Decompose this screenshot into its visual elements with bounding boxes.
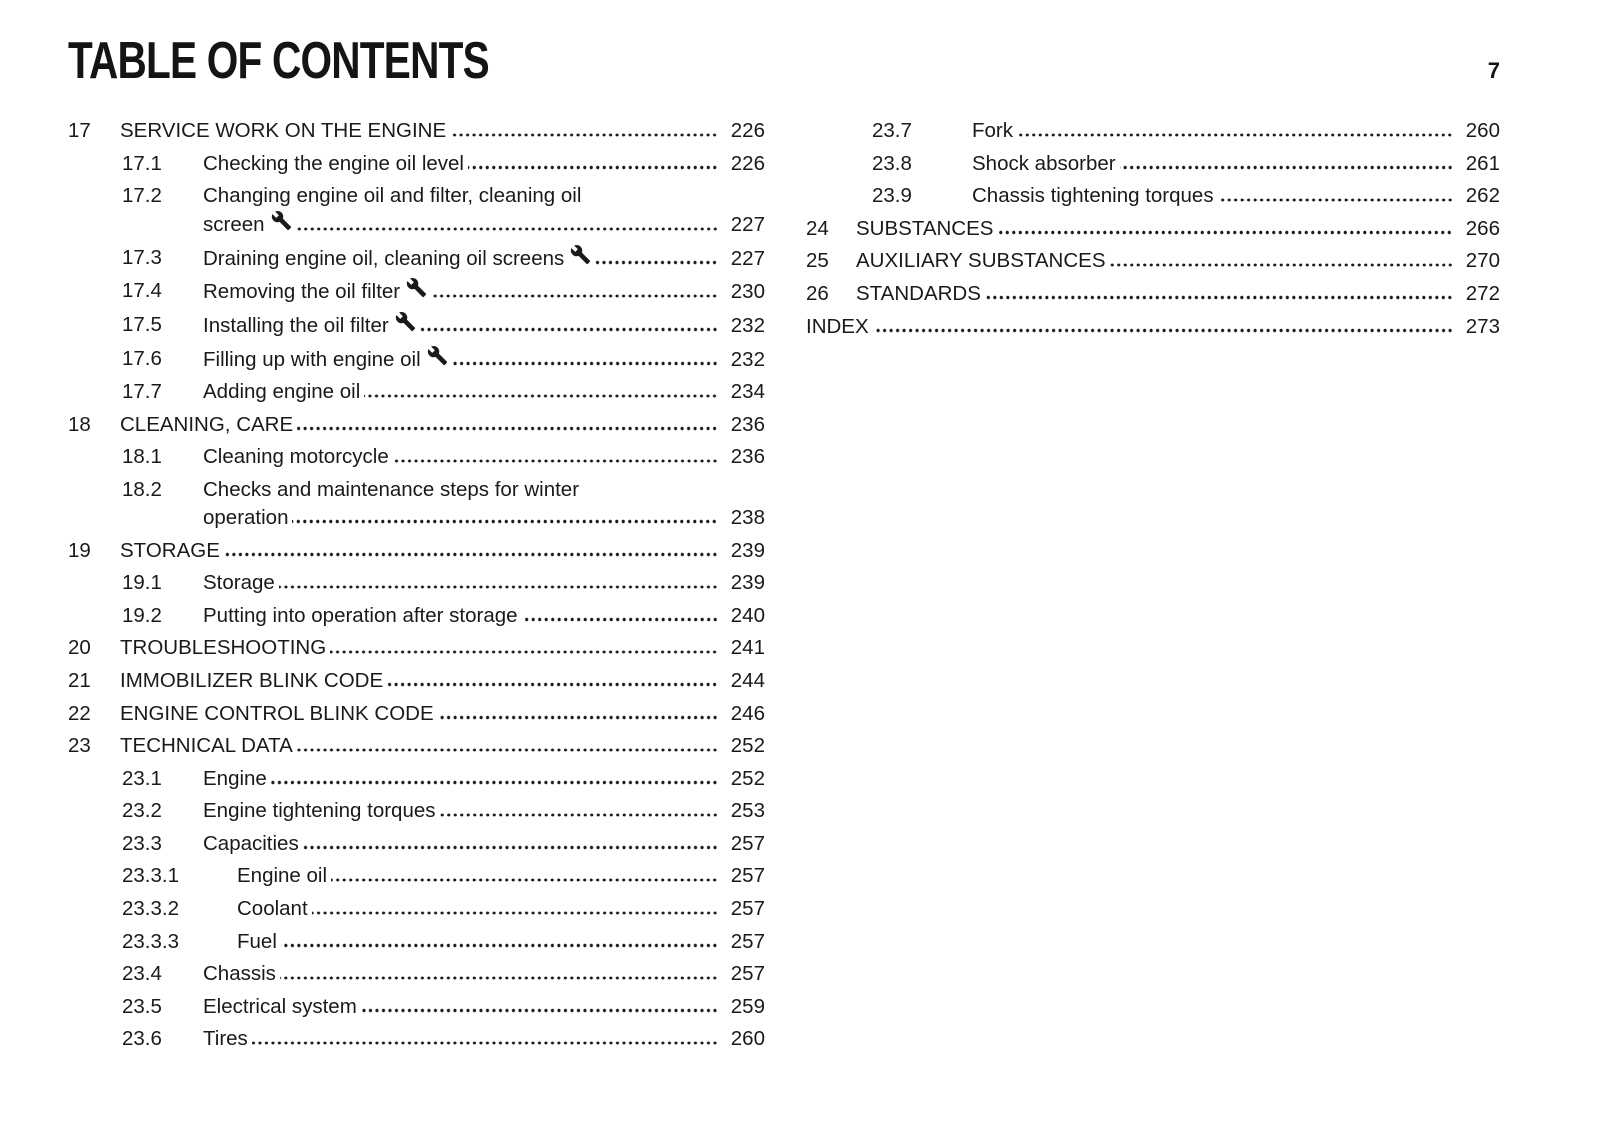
toc-entry-line <box>203 345 765 374</box>
toc-columns <box>68 117 1500 1058</box>
toc-entry-line <box>972 150 1500 178</box>
toc-entry-body <box>120 667 765 695</box>
toc-entry-body <box>203 569 765 597</box>
toc-entry-number: 19.1 <box>122 571 162 595</box>
toc-entry-page: 240 <box>730 603 765 627</box>
toc-entry-page: 226 <box>730 151 765 175</box>
toc-entry-number: 23.5 <box>122 994 162 1018</box>
dot-leader <box>873 328 1453 333</box>
toc-entry <box>68 569 765 597</box>
toc-entry-number: 17.2 <box>122 184 162 208</box>
toc-entry-title: STORAGE <box>120 538 220 562</box>
toc-entry-page: 270 <box>1465 249 1500 273</box>
toc-entry <box>68 117 765 145</box>
dot-leader <box>431 294 718 299</box>
toc-entry-page: 227 <box>730 213 765 237</box>
toc-entry-number: 18.1 <box>122 445 162 469</box>
dot-leader <box>1218 198 1453 203</box>
toc-entry-number: 18 <box>68 412 91 436</box>
toc-entry-body <box>972 182 1500 210</box>
toc-entry-title: Coolant <box>237 897 308 921</box>
toc-entry-body <box>203 1025 765 1053</box>
toc-entry-body <box>237 862 765 890</box>
toc-column-left <box>68 117 765 1058</box>
toc-entry-body <box>203 443 765 471</box>
toc-entry <box>806 280 1500 308</box>
toc-entry <box>68 182 765 239</box>
toc-entry-line <box>237 928 765 956</box>
toc-entry-body <box>972 117 1500 145</box>
dot-leader <box>364 394 718 399</box>
toc-entry-line <box>203 443 765 471</box>
toc-entry <box>68 378 765 406</box>
dot-leader <box>297 748 718 753</box>
toc-entry <box>68 993 765 1021</box>
toc-entry-body <box>203 244 765 273</box>
toc-entry-title: Chassis <box>203 962 276 986</box>
toc-entry-line <box>203 150 765 178</box>
toc-entry <box>68 476 765 532</box>
dot-leader <box>296 227 718 232</box>
toc-entry-title: Removing the oil filter <box>203 280 401 304</box>
toc-entry-body <box>203 150 765 178</box>
dot-leader <box>303 845 718 850</box>
dot-leader <box>1110 263 1453 268</box>
toc-entry-title: Capacities <box>203 831 299 855</box>
toc-entry-body <box>237 928 765 956</box>
toc-entry-title: Engine <box>203 766 267 790</box>
toc-entry-title: Electrical system <box>203 994 357 1018</box>
dot-leader <box>420 327 718 332</box>
toc-entry <box>68 667 765 695</box>
toc-entry-body <box>203 765 765 793</box>
dot-leader <box>330 650 718 655</box>
toc-entry-line <box>120 700 765 728</box>
toc-entry <box>68 443 765 471</box>
toc-entry-page: 273 <box>1465 314 1500 338</box>
toc-entry <box>68 862 765 890</box>
toc-entry-line <box>120 634 765 662</box>
toc-entry-title: Draining engine oil, cleaning oil screens <box>203 246 565 270</box>
toc-entry-number: 23.1 <box>122 766 162 790</box>
wrench-icon <box>427 345 448 366</box>
toc-entry-number: 25 <box>806 249 829 273</box>
toc-entry-body <box>120 732 765 760</box>
dot-leader <box>393 459 718 464</box>
dot-leader <box>224 552 718 557</box>
toc-entry-body <box>237 895 765 923</box>
toc-entry <box>68 345 765 374</box>
toc-entry-line <box>203 311 765 340</box>
toc-entry-page: 257 <box>730 962 765 986</box>
toc-entry-number: 23.2 <box>122 799 162 823</box>
toc-entry-page: 239 <box>730 571 765 595</box>
toc-entry-line <box>856 280 1500 308</box>
toc-entry-title: TROUBLESHOOTING <box>120 636 327 660</box>
toc-entry-title: screen <box>203 213 265 237</box>
toc-entry <box>68 895 765 923</box>
toc-entry-title: Shock absorber <box>972 151 1116 175</box>
dot-leader <box>387 682 718 687</box>
toc-entry <box>68 277 765 306</box>
toc-entry-page: 266 <box>1465 216 1500 240</box>
dot-leader <box>297 426 718 431</box>
toc-entry-number: 23.4 <box>122 962 162 986</box>
toc-entry-body <box>972 150 1500 178</box>
toc-entry-line <box>203 830 765 858</box>
toc-entry-body <box>856 215 1500 243</box>
toc-entry-page: 236 <box>730 445 765 469</box>
toc-entry-title: Storage <box>203 571 275 595</box>
page-number: 7 <box>1487 58 1500 83</box>
toc-entry-title: TECHNICAL DATA <box>120 734 293 758</box>
toc-entry-body <box>120 700 765 728</box>
dot-leader <box>1120 165 1453 170</box>
toc-entry-title: CLEANING, CARE <box>120 412 294 436</box>
toc-entry-number: 23.3.2 <box>122 897 179 921</box>
toc-entry-page: 253 <box>730 799 765 823</box>
toc-entry-body <box>203 602 765 630</box>
dot-leader <box>252 1041 718 1046</box>
toc-entry <box>806 313 1500 341</box>
toc-entry-body <box>120 537 765 565</box>
toc-entry-page: 252 <box>730 734 765 758</box>
toc-entry-line <box>203 244 765 273</box>
toc-entry-page: 246 <box>730 701 765 725</box>
toc-entry-number: 21 <box>68 668 91 692</box>
toc-entry-number: 23.9 <box>872 184 912 208</box>
toc-entry-line <box>856 215 1500 243</box>
toc-entry-line <box>237 895 765 923</box>
toc-entry-line <box>203 504 765 532</box>
toc-entry-page: 257 <box>730 897 765 921</box>
toc-entry <box>806 150 1500 178</box>
toc-entry-body <box>203 378 765 406</box>
toc-entry <box>68 602 765 630</box>
toc-entry-page: 257 <box>730 864 765 888</box>
toc-entry-page: 244 <box>730 668 765 692</box>
toc-entry-page: 257 <box>730 831 765 855</box>
dot-leader <box>985 295 1453 300</box>
toc-entry-title: INDEX <box>806 314 869 338</box>
toc-entry-page: 262 <box>1465 184 1500 208</box>
toc-entry-page: 230 <box>730 280 765 304</box>
wrench-icon <box>570 244 591 265</box>
toc-entry-title: Cleaning motorcycle <box>203 445 389 469</box>
toc-entry-number: 17.5 <box>122 312 162 336</box>
toc-entry-line <box>972 117 1500 145</box>
toc-entry-line <box>203 602 765 630</box>
toc-entry-line <box>203 210 765 239</box>
toc-entry <box>68 928 765 956</box>
dot-leader <box>450 133 718 138</box>
toc-entry-title: Tires <box>203 1027 248 1051</box>
dot-leader <box>312 911 718 916</box>
toc-entry-page: 261 <box>1465 151 1500 175</box>
toc-entry-number: 23.6 <box>122 1027 162 1051</box>
toc-entry-number: 17 <box>68 119 91 142</box>
toc-entry-page: 260 <box>730 1027 765 1051</box>
toc-entry-title: SUBSTANCES <box>856 216 994 240</box>
dot-leader <box>361 1008 718 1013</box>
toc-entry <box>806 182 1500 210</box>
toc-entry-number: 22 <box>68 701 91 725</box>
dot-leader <box>440 813 718 818</box>
dot-leader <box>595 260 718 265</box>
toc-entry-body <box>203 993 765 1021</box>
toc-entry <box>68 311 765 340</box>
toc-entry-page: 241 <box>730 636 765 660</box>
toc-entry-body <box>856 280 1500 308</box>
toc-entry-body <box>856 247 1500 275</box>
dot-leader <box>271 780 718 785</box>
toc-entry-number: 19 <box>68 538 91 562</box>
toc-entry-number: 23.3 <box>122 831 162 855</box>
dot-leader <box>997 230 1453 235</box>
toc-entry-page: 239 <box>730 538 765 562</box>
toc-entry <box>68 960 765 988</box>
toc-entry-number: 24 <box>806 216 829 240</box>
toc-entry-number: 23.7 <box>872 119 912 142</box>
toc-entry-body <box>806 313 1500 341</box>
toc-entry-number: 23.8 <box>872 151 912 175</box>
toc-entry-line <box>237 862 765 890</box>
toc-entry-body <box>203 345 765 374</box>
toc-entry-title: IMMOBILIZER BLINK CODE <box>120 668 384 692</box>
toc-entry-number: 17.7 <box>122 380 162 404</box>
dot-leader <box>280 976 718 981</box>
dot-leader <box>292 519 718 524</box>
toc-entry-line <box>203 476 765 504</box>
toc-entry-number: 17.1 <box>122 151 162 175</box>
toc-entry-number: 26 <box>806 281 829 305</box>
toc-entry-line <box>203 993 765 1021</box>
wrench-icon <box>271 210 292 231</box>
toc-entry <box>806 117 1500 145</box>
toc-entry-line <box>120 411 765 439</box>
dot-leader <box>468 165 718 170</box>
toc-entry <box>68 150 765 178</box>
toc-entry-number: 23.3.1 <box>122 864 179 888</box>
toc-entry-line <box>203 765 765 793</box>
toc-entry-title: Filling up with engine oil <box>203 347 421 371</box>
toc-entry-title: Checks and maintenance steps for winter <box>203 477 580 501</box>
toc-entry <box>68 765 765 793</box>
toc-entry-title: Changing engine oil and filter, cleaning oil <box>203 184 582 208</box>
toc-entry-page: 257 <box>730 929 765 953</box>
toc-entry-body <box>203 797 765 825</box>
page-title: TABLE OF CONTENTS <box>68 32 489 90</box>
dot-leader <box>452 361 718 366</box>
toc-entry <box>68 634 765 662</box>
toc-entry-title: ENGINE CONTROL BLINK CODE <box>120 701 434 725</box>
toc-entry-title: operation <box>203 505 289 529</box>
toc-entry-page: 260 <box>1465 119 1500 142</box>
toc-entry-number: 18.2 <box>122 477 162 501</box>
toc-entry <box>68 244 765 273</box>
toc-entry-page: 236 <box>730 412 765 436</box>
toc-entry-page: 234 <box>730 380 765 404</box>
toc-entry-line <box>120 732 765 760</box>
toc-entry-body <box>203 960 765 988</box>
toc-entry-number: 23.3.3 <box>122 929 179 953</box>
toc-entry <box>68 700 765 728</box>
toc-entry-line <box>120 537 765 565</box>
toc-entry-number: 19.2 <box>122 603 162 627</box>
toc-entry-title: Chassis tightening torques <box>972 184 1214 208</box>
toc-entry-line <box>120 117 765 145</box>
dot-leader <box>331 878 718 883</box>
dot-leader <box>522 617 718 622</box>
toc-entry-body <box>120 117 765 145</box>
toc-entry-number: 17.6 <box>122 346 162 370</box>
toc-entry-title: Engine oil <box>237 864 328 888</box>
toc-entry-line <box>203 569 765 597</box>
dot-leader <box>281 943 718 948</box>
toc-entry <box>68 732 765 760</box>
toc-entry-body <box>120 634 765 662</box>
toc-entry-page: 232 <box>730 347 765 371</box>
toc-entry-title: SERVICE WORK ON THE ENGINE <box>120 119 447 142</box>
toc-entry <box>68 830 765 858</box>
toc-entry-title: STANDARDS <box>856 281 981 305</box>
toc-entry-line <box>806 313 1500 341</box>
toc-entry <box>806 215 1500 243</box>
toc-entry <box>68 1025 765 1053</box>
toc-entry-page: 252 <box>730 766 765 790</box>
toc-entry-line <box>203 277 765 306</box>
toc-entry <box>806 247 1500 275</box>
toc-entry-body <box>203 277 765 306</box>
toc-entry-line <box>203 797 765 825</box>
toc-entry-page: 232 <box>730 313 765 337</box>
toc-entry-number: 23 <box>68 734 91 758</box>
toc-entry-title: Engine tightening torques <box>203 799 436 823</box>
toc-entry-line <box>203 378 765 406</box>
toc-entry-number: 20 <box>68 636 91 660</box>
toc-entry-page: 226 <box>730 119 765 142</box>
toc-entry-line <box>972 182 1500 210</box>
toc-column-right <box>806 117 1500 345</box>
toc-entry-number: 17.3 <box>122 245 162 269</box>
toc-entry-title: Fork <box>972 119 1013 142</box>
toc-entry-line <box>120 667 765 695</box>
toc-entry-line <box>203 1025 765 1053</box>
toc-entry-body <box>203 311 765 340</box>
toc-entry-body <box>203 476 765 532</box>
dot-leader <box>438 715 718 720</box>
toc-entry-page: 238 <box>730 505 765 529</box>
dot-leader <box>279 585 718 590</box>
toc-entry-title: Checking the engine oil level <box>203 151 464 175</box>
toc-entry-body <box>120 411 765 439</box>
toc-entry-page: 259 <box>730 994 765 1018</box>
toc-entry-page: 227 <box>730 246 765 270</box>
toc-entry-page: 272 <box>1465 281 1500 305</box>
toc-entry-title: Adding engine oil <box>203 380 361 404</box>
toc-entry-title: AUXILIARY SUBSTANCES <box>856 249 1106 273</box>
wrench-icon <box>406 277 427 298</box>
toc-entry-line <box>203 182 765 210</box>
toc-entry-number: 17.4 <box>122 279 162 303</box>
toc-entry <box>68 797 765 825</box>
toc-entry-line <box>203 960 765 988</box>
toc-entry-line <box>856 247 1500 275</box>
toc-entry <box>68 537 765 565</box>
toc-entry-body <box>203 182 765 239</box>
toc-entry <box>68 411 765 439</box>
dot-leader <box>1017 133 1453 138</box>
toc-entry-title: Fuel <box>237 929 277 953</box>
toc-entry-title: Installing the oil filter <box>203 313 389 337</box>
toc-entry-body <box>203 830 765 858</box>
wrench-icon <box>395 311 416 332</box>
toc-entry-title: Putting into operation after storage <box>203 603 518 627</box>
